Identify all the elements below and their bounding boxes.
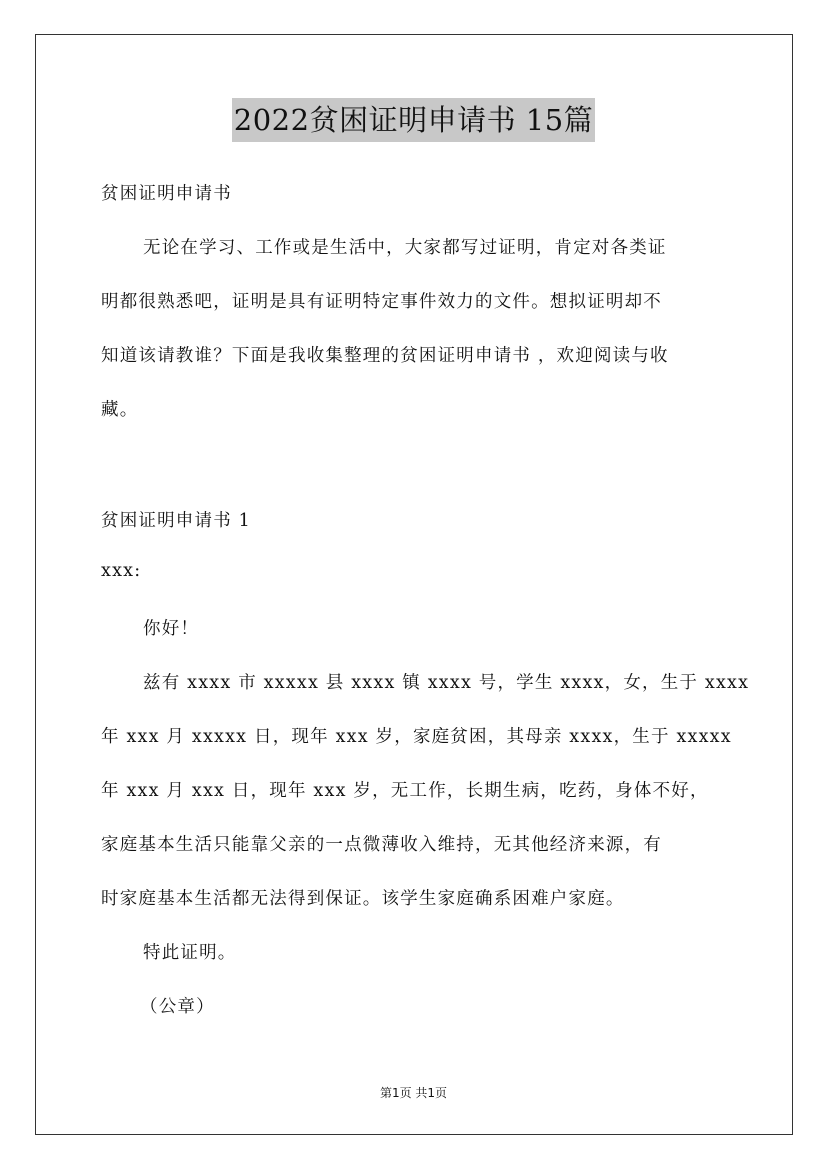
seal-placeholder: （公章）	[140, 997, 215, 1017]
body-line: 家庭基本生活只能靠父亲的一点微薄收入维持，无其他经济来源，有	[101, 835, 662, 855]
body-line: 年 xxx 月 xxxxx 日，现年 xxx 岁，家庭贫困，其母亲 xxxx，生于 xxxxx	[101, 727, 732, 747]
body-line: 时家庭基本生活都无法得到保证。该学生家庭确系困难户家庭。	[101, 889, 625, 909]
greeting: 你好！	[143, 619, 200, 639]
intro-paragraph	[101, 234, 731, 450]
salutation-recipient: xxx:	[101, 561, 142, 581]
page-footer: 第1页 共1页	[379, 1086, 448, 1100]
body-paragraph	[101, 669, 750, 939]
intro-line: 藏。	[101, 400, 139, 420]
intro-line: 知道该请教谁？下面是我收集整理的贫困证明申请书 ，欢迎阅读与收	[101, 346, 669, 366]
document-title: 2022贫困证明申请书 15篇	[232, 98, 595, 142]
body-line: 兹有 xxxx 市 xxxxx 县 xxxx 镇 xxxx 号，学生 xxxx，女，生于 xxxx	[143, 673, 750, 693]
body-line: 年 xxx 月 xxx 日，现年 xxx 岁，无工作，长期生病，吃药，身体不好，	[101, 781, 709, 801]
closing-statement: 特此证明。	[143, 943, 237, 963]
intro-line: 无论在学习、工作或是生活中，大家都写过证明，肯定对各类证	[143, 238, 667, 258]
section-heading: 贫困证明申请书 1	[101, 511, 251, 531]
document-heading: 贫困证明申请书	[101, 184, 232, 204]
intro-line: 明都很熟悉吧，证明是具有证明特定事件效力的文件。想拟证明却不	[101, 292, 662, 312]
title-container	[0, 98, 827, 142]
